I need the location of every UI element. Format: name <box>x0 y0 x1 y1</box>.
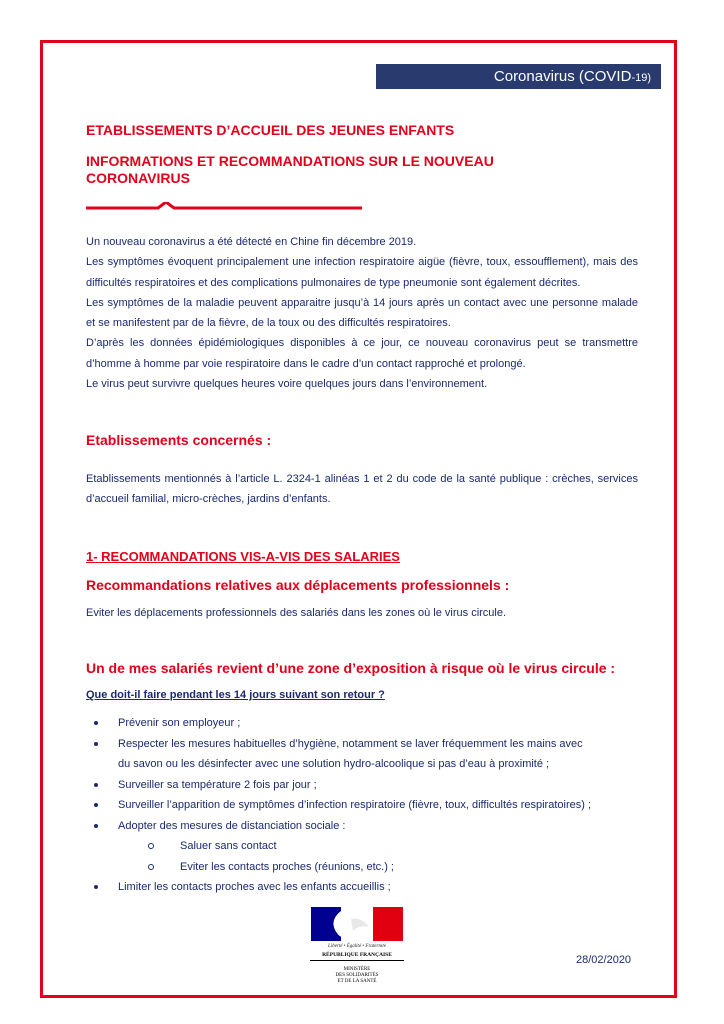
circle-bullet-icon <box>148 843 154 849</box>
list-item <box>86 734 638 755</box>
list-item <box>86 795 638 816</box>
list-item <box>86 877 638 898</box>
intro-paragraph: Les symptômes de la maladie peuvent apparaitre jusqu’à 14 jours après un contact avec une personne malade et se manifestent par de la fièvre, de la toux ou des difficultés respiratoires. <box>86 296 638 330</box>
covid-banner <box>376 64 661 89</box>
list-item-continuation <box>86 754 638 775</box>
concerned-text: Etablissements mentionnés à l’article L. 2324-1 alinéas 1 et 2 du code de la santé publique : crèches, services d’accueil familial, micro-crèches, jardins d’enfants. <box>86 473 638 505</box>
recommendation-list <box>86 713 638 898</box>
sub-list-item-text: Eviter les contacts proches (réunions, etc.) ; <box>180 860 394 873</box>
banner-suffix: -19) <box>631 72 651 84</box>
question-heading: Que doit-il faire pendant les 14 jours suivant son retour ? <box>86 689 385 701</box>
ministry-name: MINISTÈRE DES SOLIDARITÉS ET DE LA SANTÉ <box>335 967 379 984</box>
intro-paragraph: Le virus peut survivre quelques heures voire quelques jours dans l’environnement. <box>86 378 488 391</box>
list-item-text: Limiter les contacts proches avec les enfants accueillis ; <box>118 881 391 893</box>
bullet-icon <box>94 742 98 746</box>
sub-list-item <box>86 857 638 878</box>
republic-motto: Liberté • Égalité • Fraternité <box>328 944 386 949</box>
list-item-text: Prévenir son employeur ; <box>118 717 241 729</box>
list-item <box>86 816 638 837</box>
list-item-text: Adopter des mesures de distanciation sociale : <box>118 819 346 832</box>
list-item-text: du savon ou les désinfecter avec une solution hydro-alcoolique si pas d’eau à proximité ; <box>118 758 550 770</box>
bullet-icon <box>94 824 98 828</box>
ministry-logo <box>304 907 410 993</box>
list-item-text: Surveiller sa température 2 fois par jour ; <box>118 778 317 791</box>
intro-paragraph: Un nouveau coronavirus a été détecté en Chine fin décembre 2019. <box>86 236 417 248</box>
travel-text: Eviter les déplacements professionnels des salariés dans les zones où le virus circule. <box>86 607 507 619</box>
travel-heading: Recommandations relatives aux déplacements professionnels : <box>86 577 510 593</box>
bullet-icon <box>94 885 98 889</box>
list-item-text: Surveiller l’apparition de symptômes d’infection respiratoire (fièvre, toux, difficultés respiratoires) ; <box>118 799 591 811</box>
republic-name: RÉPUBLIQUE FRANÇAISE <box>310 952 404 961</box>
speech-underline-icon <box>86 202 366 216</box>
banner-title: Coronavirus (COVID <box>493 68 632 85</box>
sub-heading: INFORMATIONS ET RECOMMANDATIONS SUR LE NOUVEAU CORONAVIRUS <box>86 153 494 186</box>
bullet-icon <box>94 803 98 807</box>
return-heading: Un de mes salariés revient d’une zone d’exposition à risque où le virus circule : <box>86 660 616 676</box>
list-item <box>86 775 638 796</box>
intro-paragraph: D’après les données épidémiologiques disponibles à ce jour, ce nouveau coronavirus peut se transmettre d’homme à homme par voie respiratoire dans le cadre d’un contact rapproché et prolongé. <box>86 337 638 370</box>
bullet-icon <box>94 721 98 725</box>
intro-paragraph: Les symptômes évoquent principalement une infection respiratoire aigüe (fièvre, toux, essoufflement), mais des difficultés respiratoires et des complications pulmonaires de type pneumonie sont également décrites. <box>86 256 638 289</box>
bullet-icon <box>94 783 98 787</box>
list-item <box>86 713 638 734</box>
sub-list-item <box>86 836 638 857</box>
concerned-heading: Etablissements concernés : <box>86 432 272 448</box>
main-heading: ETABLISSEMENTS D’ACCUEIL DES JEUNES ENFANTS <box>86 122 455 138</box>
list-item-text: Respecter les mesures habituelles d’hygiène, notamment se laver fréquemment les mains avec <box>118 737 583 750</box>
intro-text <box>86 232 638 394</box>
document-date: 28/02/2020 <box>576 954 632 966</box>
sub-list-item-text: Saluer sans contact <box>180 840 277 852</box>
marianne-flag-icon <box>311 907 403 941</box>
section1-heading: 1- RECOMMANDATIONS VIS-A-VIS DES SALARIES <box>86 549 400 564</box>
circle-bullet-icon <box>148 864 154 870</box>
